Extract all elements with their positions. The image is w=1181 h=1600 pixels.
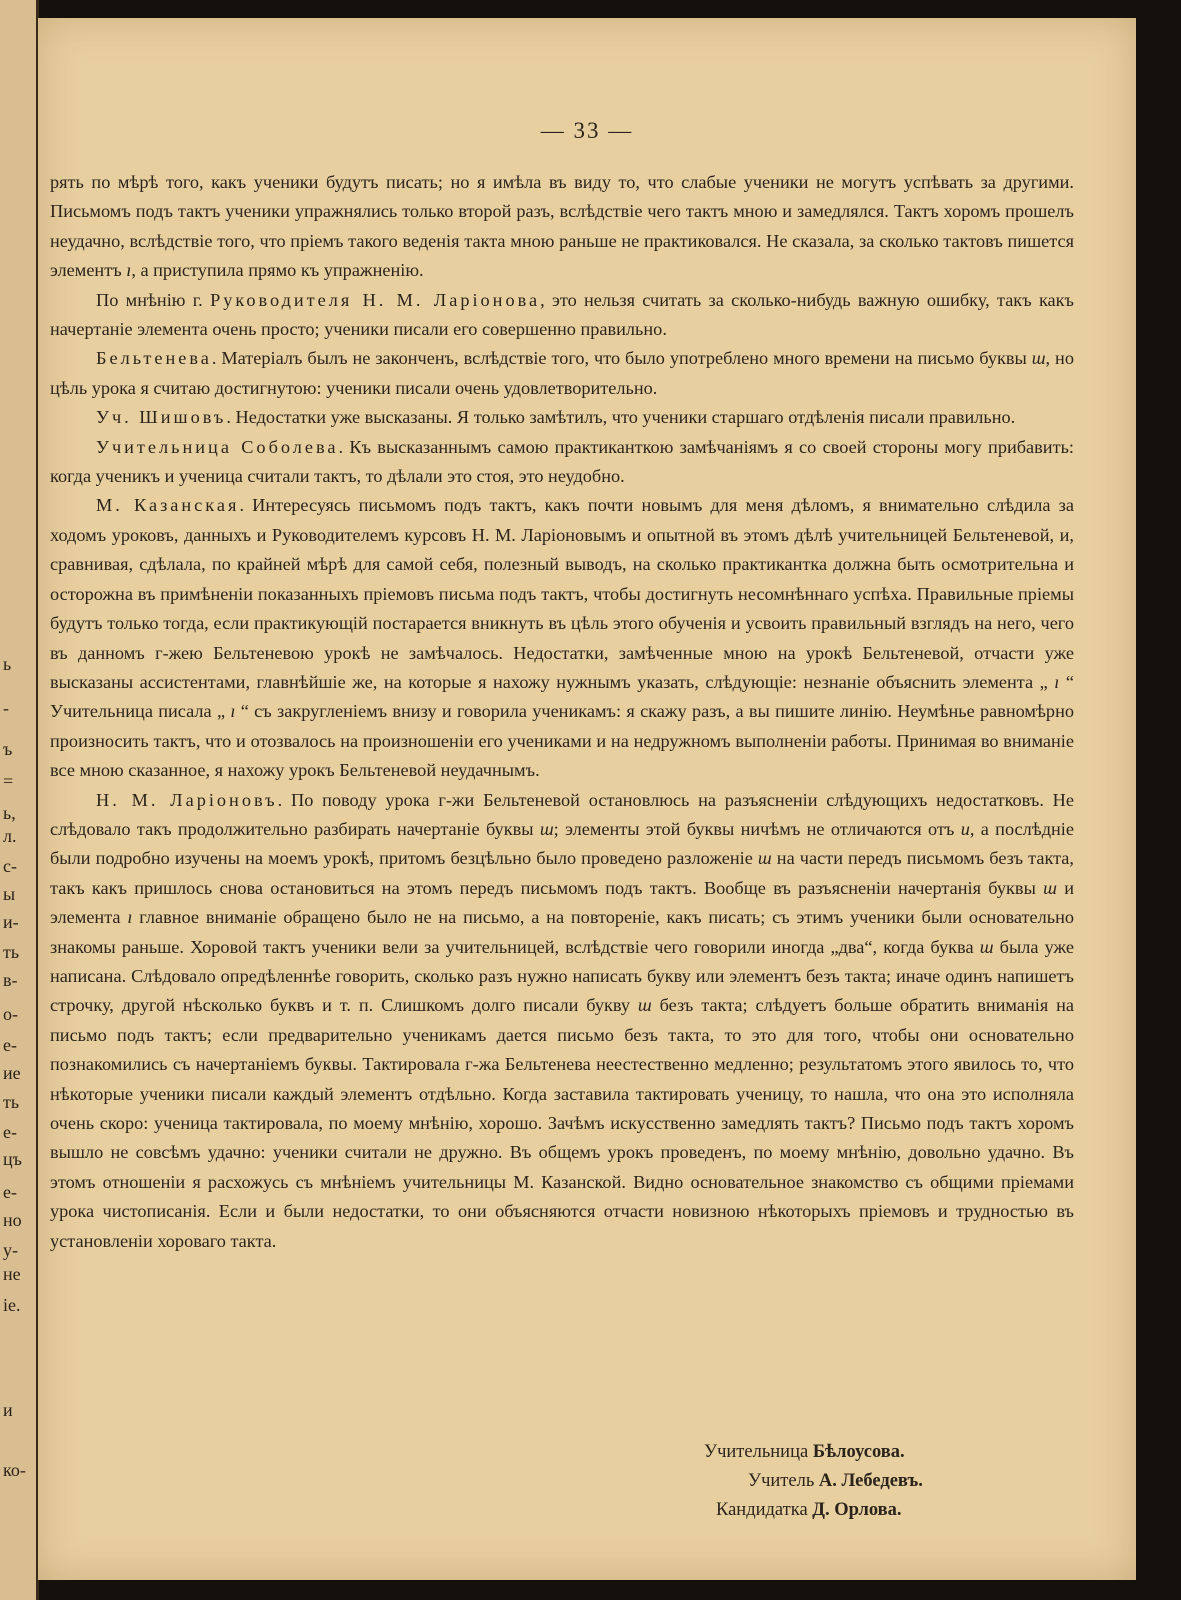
paragraph-text: , а послѣдніе были подробно изучены на моемъ урокѣ, притомъ безцѣльно было проведено разложеніе bbox=[50, 818, 1074, 869]
letter-sample: ш bbox=[979, 936, 994, 957]
speaker-name: Н. М. Ларіоновъ bbox=[96, 789, 278, 810]
signature-line bbox=[704, 1438, 905, 1467]
paragraph bbox=[50, 491, 1074, 785]
speaker-name: Руководителя Н. М. Ларіонова bbox=[210, 289, 541, 310]
margin-fragment: ие bbox=[3, 1063, 21, 1083]
letter-sample: ш bbox=[539, 818, 554, 839]
paragraph-text: безъ такта; слѣдуетъ больше обратить вниманія на письмо подъ тактъ; если предварительно ученикамъ дается письмо безъ такта, то это для того, чтобы они основательно познакомились съ начертаніемъ буквы. Тактировала г-жа Бельтенева неестественно медленно; результатомъ этого явилось то, что нѣкоторые ученики писали каждый элементъ отдѣльно. Когда заставила тактировать ученицу, то нашла, что она это исполняла очень скоро: ученица тактировала, по моему мнѣнію, хорошо. Зачѣмъ искусственно замедлять тактъ? Письмо подъ тактъ хоромъ вышло не совсѣмъ удачно: ученики считали не дружно. Въ общемъ урокъ проведенъ, по моему мнѣнію, довольно удачно. Въ этомъ отношеніи я расхожусь съ мнѣніемъ учительницы М. Казанской. Видно основательное знакомство съ общими пріемами урока чистописанія. Если и были недостатки, то они объясняются отчасти новизною нѣкоторыхъ пріемовъ и трудностью въ установленіи хороваго такта. bbox=[50, 995, 1075, 1251]
signature-role: Учительница bbox=[704, 1442, 809, 1462]
margin-fragment: ко- bbox=[3, 1460, 26, 1480]
paragraph bbox=[50, 344, 1074, 403]
signature-line bbox=[748, 1467, 923, 1496]
margin-fragment: и bbox=[3, 1400, 13, 1420]
paragraph bbox=[50, 403, 1074, 432]
margin-fragment: но bbox=[3, 1210, 22, 1230]
paragraph-text: , но цѣль урока я считаю достигнутою: ученики писали очень удовлетворительно. bbox=[50, 348, 1074, 398]
margin-fragment: ь, bbox=[3, 803, 16, 823]
signature-name: Бѣлоусова. bbox=[812, 1442, 905, 1462]
paragraph-text: на части передъ письмомъ безъ такта, такъ какъ пришлось снова остановиться на этомъ передъ письмомъ подъ тактъ. Вообще въ разъясненіи начертанія буквы bbox=[50, 848, 1074, 898]
margin-fragment: л. bbox=[3, 826, 17, 846]
paragraph-text: ; элементы этой буквы ничѣмъ не отличаются отъ bbox=[553, 818, 961, 839]
margin-fragment: = bbox=[3, 771, 14, 791]
margin-fragment: е- bbox=[3, 1182, 17, 1202]
paragraph-text: , а приступила прямо къ упражненію. bbox=[131, 260, 424, 281]
paragraph-text: была уже написана. Слѣдовало опредѣленнѣе говорить, сколько разъ нужно написать букву или элементъ безъ такта; иначе одинъ напишетъ строчку, другой нѣсколько буквъ и т. п. Слишкомъ долго писали букву bbox=[50, 936, 1074, 1016]
paragraph-text: рять по мѣрѣ того, какъ ученики будутъ писать; но я имѣла въ виду то, что слабые ученики не могутъ успѣвать за другими. Письмомъ подъ тактъ ученики упражнялись только второй разъ, вслѣдствіе чего тактъ мною и замедлялся. Тактъ хоромъ прошелъ неудачно, вслѣдствіе того, что пріемъ такого веденія такта мною раньше не практиковался. Не сказала, за сколько тактовъ пишется элементъ bbox=[50, 172, 1074, 281]
speaker-name: Бельтенева bbox=[96, 348, 212, 369]
margin-fragment: ть bbox=[3, 1092, 20, 1112]
letter-sample: ı bbox=[127, 907, 133, 928]
letter-sample: и bbox=[960, 818, 970, 839]
margin-fragment: цъ bbox=[3, 1149, 22, 1169]
speaker-name: Уч. Шишовъ bbox=[96, 407, 227, 428]
margin-fragment: - bbox=[3, 698, 9, 718]
paragraph bbox=[50, 168, 1074, 286]
margin-fragment: с- bbox=[3, 856, 17, 876]
margin-fragment: не bbox=[3, 1264, 21, 1284]
paragraph bbox=[50, 786, 1074, 1257]
letter-sample: ш bbox=[757, 848, 772, 869]
paragraph-text: , это нельзя считать за сколько-нибудь важную ошибку, такъ какъ начертаніе элемента очень просто; ученики писали его совершенно правильно. bbox=[50, 289, 1075, 340]
letter-sample: ш bbox=[1031, 348, 1046, 369]
margin-fragment: и- bbox=[3, 912, 19, 932]
speaker-name: М. Казанская bbox=[96, 495, 240, 516]
signature-role: Кандидатка bbox=[716, 1500, 808, 1520]
signature-name: Д. Орлова. bbox=[812, 1500, 902, 1520]
body-text bbox=[50, 168, 1074, 1256]
margin-fragment: в- bbox=[3, 970, 18, 990]
paragraph-text: и элемента bbox=[50, 877, 1074, 928]
signature-line bbox=[716, 1496, 902, 1525]
letter-sample: ı bbox=[230, 701, 236, 722]
signature-role: Учитель bbox=[748, 1471, 815, 1491]
letter-sample: ı bbox=[126, 260, 132, 281]
paragraph-text: “ Учительница писала „ bbox=[50, 671, 1074, 722]
letter-sample: ı bbox=[1054, 671, 1060, 692]
margin-fragment: ie. bbox=[3, 1295, 21, 1315]
margin-fragment: е- bbox=[3, 1035, 17, 1055]
paragraph-text: “ съ закругленіемъ внизу и говорила ученикамъ: я скажу разъ, а вы пишите линію. Неумѣнье равномѣрно произносить тактъ, что и отозвалось на произношеніи его учениками и на недружномъ выполненіи работы. Принимая во вниманіе все мною сказанное, я нахожу урокъ Бельтеневой неудачнымъ. bbox=[50, 701, 1074, 781]
letter-sample: ш bbox=[637, 995, 652, 1016]
margin-fragment: о- bbox=[3, 1004, 18, 1024]
paragraph-text: . По поводу урока г-жи Бельтеневой остановлюсь на разъясненіи слѣдующихъ недостатковъ. Не слѣдовало такъ продолжительно разбирать начертаніе буквы bbox=[50, 789, 1074, 839]
paragraph-text: . Недостатки уже высказаны. Я только замѣтилъ, что ученики старшаго отдѣленія писали правильно. bbox=[226, 407, 1016, 428]
paragraph-text: главное вниманіе обращено было не на письмо, а на повтореніе, какъ писать; съ этимъ ученики были основательно знакомы раньше. Хоровой тактъ ученики вели за учительницей, вслѣдствіе чего говорили иногда „два“, когда буква bbox=[50, 907, 1074, 957]
paragraph bbox=[50, 286, 1074, 345]
margin-fragment: ь bbox=[3, 654, 12, 674]
margin-fragment: ть bbox=[3, 942, 20, 962]
paragraph-text: . Интересуясь письмомъ подъ тактъ, какъ почти новымъ для меня дѣломъ, я внимательно слѣдила за ходомъ уроковъ, данныхъ и Руководителемъ курсовъ Н. М. Ларіоновымъ и опытной въ этомъ дѣлѣ учительницей Бельтеневой, и, сравнивая, сдѣлала, по крайней мѣрѣ для самой себя, полезный выводъ, на сколько практикантка должна быть осмотрительна и осторожна въ примѣненіи показанныхъ пріемовъ письма подъ тактъ, чтобы достигнуть несомнѣннаго успѣха. Правильные пріемы будутъ только тогда, если практикующій постарается вникнуть въ цѣль этого обученія и усвоить правильный взглядъ на него, чего въ данномъ г-жею Бельтеневою урокѣ не замѣчалось. Недостатки, замѣченные мною на урокѣ Бельтеневой, отчасти уже высказаны ассистентами, главнѣйшіе же, на которые я нахожу нужнымъ указать, слѣдующіе: незнаніе объяснить элемента „ bbox=[50, 495, 1074, 692]
paragraph-text: По мнѣнію г. bbox=[96, 289, 211, 310]
page-number: — 33 — bbox=[540, 118, 634, 143]
page bbox=[38, 18, 1136, 1580]
margin-fragment: ы bbox=[3, 884, 16, 904]
paragraph bbox=[50, 433, 1074, 492]
margin-fragment: у- bbox=[3, 1240, 18, 1260]
paragraph-text: . Къ высказаннымъ самою практиканткою замѣчаніямъ я со своей стороны могу прибавить: когда ученикъ и ученица считали тактъ, то дѣлали это стоя, это неудобно. bbox=[50, 436, 1074, 487]
letter-sample: ш bbox=[1043, 877, 1057, 898]
previous-page-edge bbox=[0, 0, 39, 1600]
margin-fragment: ъ bbox=[3, 739, 13, 759]
signature-name: А. Лебедевъ. bbox=[818, 1471, 923, 1491]
speaker-name: Учительница Соболева bbox=[96, 436, 339, 457]
margin-fragment: е- bbox=[3, 1122, 17, 1142]
paragraph-text: . Матеріалъ былъ не законченъ, вслѣдствіе того, что было употреблено много времени на письмо буквы bbox=[211, 348, 1032, 369]
